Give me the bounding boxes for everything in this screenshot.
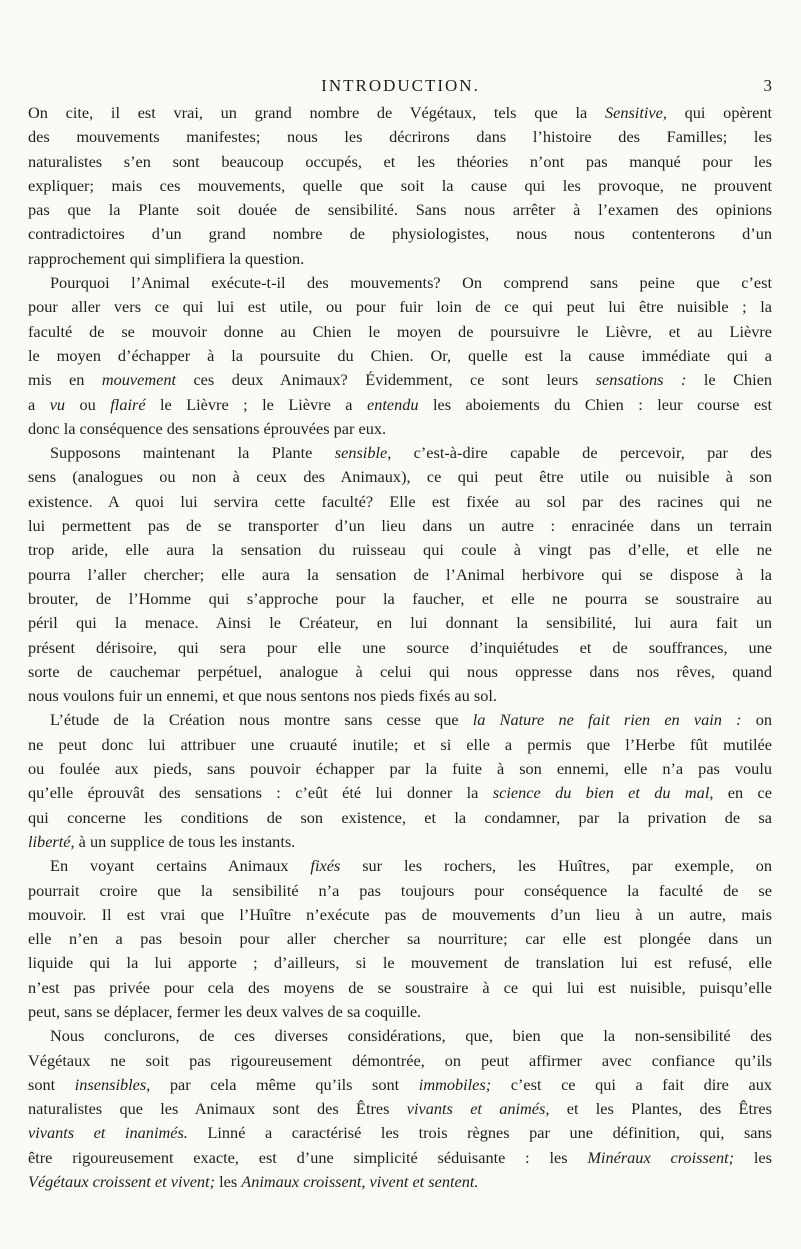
text-run: Pourquoi l’Animal exécute-t-il des mouvements? On comprend sans peine que c’est xyxy=(50,273,772,293)
italic-text-run: sensible, xyxy=(334,443,392,463)
italic-text-run: Sensitive, xyxy=(604,103,667,122)
text-line xyxy=(28,344,772,368)
text-line xyxy=(28,1146,772,1170)
text-run: faculté de se mouvoir donne au Chien le moyen de poursuivre le Lièvre, et au Lièvre xyxy=(28,321,772,341)
text-line xyxy=(28,830,772,854)
italic-text-run: mouvement xyxy=(101,370,176,390)
text-run: sorte de cauchemar perpétuel, analogue à celui qui nous oppresse dans nos rêves, quand xyxy=(28,661,772,681)
text-line xyxy=(28,854,772,878)
text-line xyxy=(28,903,772,927)
text-run: sur les rochers, les Huîtres, par exemple, on xyxy=(340,856,772,876)
page-number: 3 xyxy=(763,76,772,95)
text-run: pas que la Plante soit douée de sensibilité. Sans nous arrêter à l’examen des opinions xyxy=(28,200,772,220)
text-run: Nous conclurons, de ces diverses considérations, que, bien que la non-sensibilité des xyxy=(50,1026,772,1046)
text-line xyxy=(28,441,772,465)
text-run: existence. A quoi lui servira cette faculté? Elle est fixée au sol par des racines qui ne xyxy=(28,491,772,511)
text-line xyxy=(28,611,772,635)
text-line xyxy=(28,976,772,1000)
text-line xyxy=(28,1024,772,1048)
text-run: c’est-à-dire capable de percevoir, par des xyxy=(391,443,772,463)
text-run: donc la conséquence des sensations éprouvées par eux. xyxy=(28,418,387,438)
text-line xyxy=(28,1121,772,1145)
italic-text-run: Animaux croissent, vivent et sentent. xyxy=(241,1172,479,1192)
text-line xyxy=(28,247,772,271)
italic-text-run: Végétaux croissent et vivent; xyxy=(28,1172,216,1192)
text-line xyxy=(28,490,772,514)
text-line xyxy=(28,927,772,951)
text-run: Linné a caractérisé les trois règnes par une définition, qui, sans xyxy=(187,1123,772,1143)
text-run: ne peut donc lui attribuer une cruauté inutile; et si elle a permis que l’Herbe fût mutilée xyxy=(28,734,772,754)
text-run: En voyant certains Animaux xyxy=(50,856,311,876)
text-run: naturalistes que les Animaux sont des Êtres xyxy=(28,1099,407,1119)
text-run: le Chien xyxy=(686,370,772,390)
text-line xyxy=(28,660,772,684)
text-line xyxy=(28,587,772,611)
text-run: nous voulons fuir un ennemi, et que nous sentons nos pieds fixés au sol. xyxy=(28,686,497,706)
italic-text-run: science du bien et du mal, xyxy=(492,783,714,803)
body-text xyxy=(28,101,772,1194)
italic-text-run: entendu xyxy=(366,394,419,414)
text-line xyxy=(28,465,772,489)
text-run: mouvoir. Il est vrai que l’Huître n’exécute pas de mouvements d’un lieu à un autre, mais xyxy=(28,904,772,924)
text-run: lui permettent pas de se transporter d’un lieu dans un autre : enracinée dans un terrain xyxy=(28,516,772,536)
text-line xyxy=(28,879,772,903)
text-run: ces deux Animaux? Évidemment, ce sont leurs xyxy=(175,370,596,390)
text-line xyxy=(28,417,772,441)
text-run: elle n’en a pas besoin pour aller chercher sa nourriture; car elle est plongée dans un xyxy=(28,929,772,949)
text-run: qui concerne les conditions de son existence, et la condamner, par la privation de sa xyxy=(28,807,772,827)
italic-text-run: insensibles, xyxy=(74,1074,151,1094)
text-run: contradictoires d’un grand nombre de physiologistes, nous nous contenterons d’un xyxy=(28,224,772,244)
italic-text-run: sensations : xyxy=(595,370,687,390)
italic-text-run: vu xyxy=(49,394,66,414)
text-run: n’est pas privée pour cela des moyens de se soustraire à ce qui lui est nuisible, puisqu’elle xyxy=(28,977,772,997)
italic-text-run: Minéraux croissent; xyxy=(587,1147,735,1167)
text-run: pourra l’aller chercher; elle aura la sensation de l’Animal herbivore qui se dispose à la xyxy=(28,564,772,584)
text-line xyxy=(28,150,772,174)
italic-text-run: vivants et animés, xyxy=(406,1099,550,1119)
text-line xyxy=(28,271,772,295)
text-run: les aboiements du Chien : leur course est xyxy=(418,394,772,414)
text-run: pour aller vers ce qui lui est utile, ou pour fuir loin de ce qui peut lui être nuisible ; la xyxy=(28,297,772,317)
text-run: sont xyxy=(28,1074,75,1094)
text-run: a xyxy=(28,394,50,414)
text-run: trop aride, elle aura la sensation du ruisseau qui coule à vingt pas d’elle, et elle ne xyxy=(28,540,772,560)
text-run: c’est ce qui a fait dire aux xyxy=(491,1074,772,1094)
text-run: mis en xyxy=(28,370,102,390)
text-run: brouter, de l’Homme qui s’approche pour la faucher, et elle ne pourra se soustraire au xyxy=(28,588,772,608)
text-line xyxy=(28,514,772,538)
text-line xyxy=(28,222,772,246)
text-line xyxy=(28,125,772,149)
text-run: naturalistes s’en sont beaucoup occupés, et les théories n’ont pas manqué pour les xyxy=(28,151,772,171)
italic-text-run: immobiles; xyxy=(418,1074,492,1094)
text-line xyxy=(28,174,772,198)
text-run: pourrait croire que la sensibilité n’a pas toujours pour conséquence la faculté de se xyxy=(28,880,772,900)
italic-text-run: liberté, xyxy=(28,831,75,851)
text-run: rapprochement qui simplifiera la question. xyxy=(28,248,305,268)
text-run: les xyxy=(215,1172,242,1192)
text-line xyxy=(28,368,772,392)
text-line xyxy=(28,538,772,562)
text-run: ou foulée aux pieds, sans pouvoir échapper par la fuite à son ennemi, elle n’a pas voulu xyxy=(28,759,772,779)
text-run: le Lièvre ; le Lièvre a xyxy=(145,394,367,414)
text-run: qu’elle éprouvât des sensations : c’eût été lui donner la xyxy=(28,783,493,803)
text-run: à un supplice de tous les instants. xyxy=(74,831,296,851)
text-line xyxy=(28,733,772,757)
text-line xyxy=(28,1097,772,1121)
text-run: Supposons maintenant la Plante xyxy=(50,443,335,463)
text-run: L’étude de la Création nous montre sans cesse que xyxy=(50,710,473,730)
text-run: liquide qui la lui apporte ; d’ailleurs, si le mouvement de translation lui est refusé, elle xyxy=(28,953,772,973)
text-run: péril qui la menace. Ainsi le Créateur, en lui donnant la sensibilité, lui aura fait un xyxy=(28,613,772,633)
text-line xyxy=(28,1170,772,1194)
text-line xyxy=(28,708,772,732)
text-line xyxy=(28,1049,772,1073)
text-line xyxy=(28,951,772,975)
text-run: On cite, il est vrai, un grand nombre de Végétaux, tels que la xyxy=(28,103,605,122)
text-run: qui opèrent xyxy=(666,103,772,122)
text-run: les xyxy=(734,1147,772,1167)
text-line xyxy=(28,295,772,319)
text-line xyxy=(28,636,772,660)
text-line xyxy=(28,806,772,830)
text-run: présent dérisoire, qui sera pour elle une source d’inquiétudes et de souffrances, une xyxy=(28,637,772,657)
text-run: sens (analogues ou non à ceux des Animaux), ce qui peut être utile ou nuisible à son xyxy=(28,467,772,487)
italic-text-run: la Nature ne fait rien en vain : xyxy=(472,710,742,730)
text-run: peut, sans se déplacer, fermer les deux valves de sa coquille. xyxy=(28,1001,422,1021)
italic-text-run: flairé xyxy=(110,394,146,414)
text-line xyxy=(28,1073,772,1097)
text-run: le moyen d’échapper à la poursuite du Chien. Or, quelle est la cause immédiate qui a xyxy=(28,345,772,365)
text-run: en ce xyxy=(713,783,772,803)
text-line xyxy=(28,1000,772,1024)
text-run: être rigoureusement exacte, est d’une simplicité séduisante : les xyxy=(28,1147,588,1167)
italic-text-run: vivants et inanimés. xyxy=(28,1123,188,1143)
text-line xyxy=(28,320,772,344)
page-header xyxy=(0,76,801,96)
text-line xyxy=(28,198,772,222)
text-run: Végétaux ne soit pas rigoureusement démontrée, on peut affirmer avec confiance qu’ils xyxy=(28,1050,772,1070)
running-title: INTRODUCTION. xyxy=(321,76,480,95)
text-run: ou xyxy=(65,394,111,414)
text-line xyxy=(28,101,772,125)
text-run: et les Plantes, des Êtres xyxy=(549,1099,772,1119)
italic-text-run: fixés xyxy=(310,856,341,876)
text-run: expliquer; mais ces mouvements, quelle que soit la cause qui les provoque, ne prouvent xyxy=(28,175,772,195)
text-line xyxy=(28,393,772,417)
text-line xyxy=(28,757,772,781)
text-run: on xyxy=(741,710,772,730)
text-line xyxy=(28,684,772,708)
text-line xyxy=(28,781,772,805)
text-run: des mouvements manifestes; nous les décrirons dans l’histoire des Familles; les xyxy=(28,127,772,147)
text-line xyxy=(28,563,772,587)
text-run: par cela même qu’ils sont xyxy=(150,1074,419,1094)
